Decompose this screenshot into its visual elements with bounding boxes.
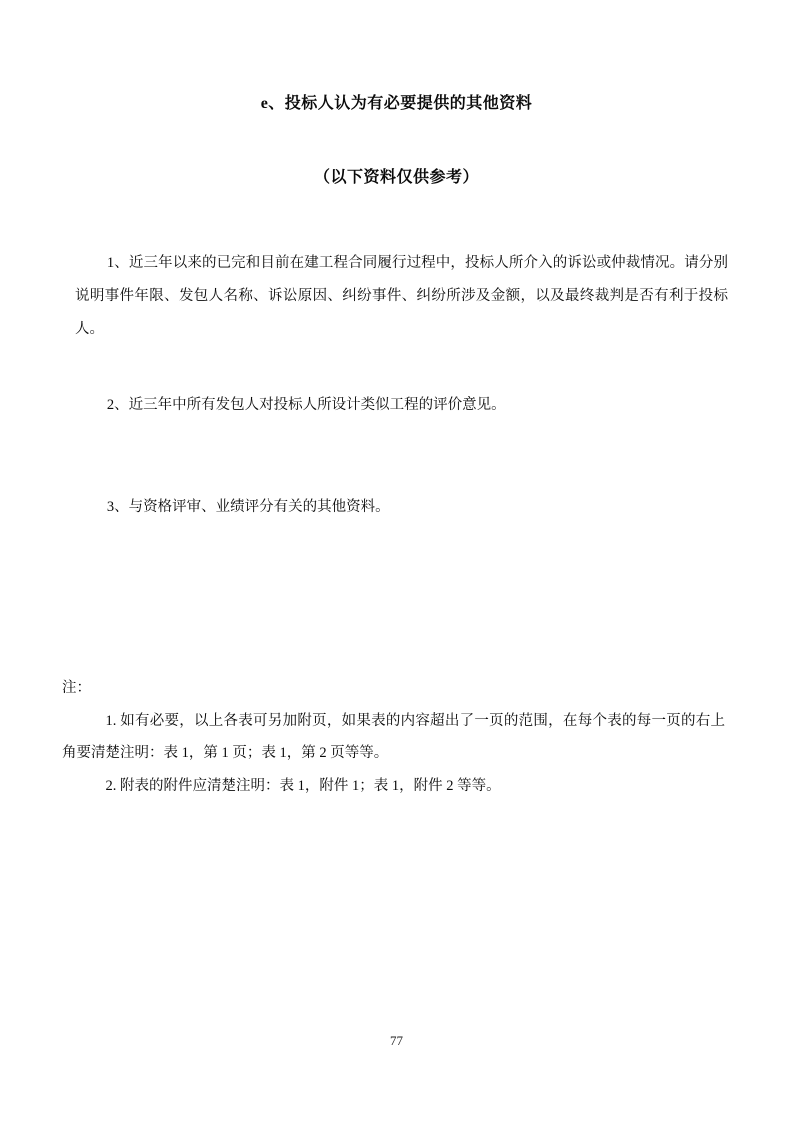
note-item-2: 2. 附表的附件应清楚注明：表 1，附件 1；表 1，附件 2 等等。 — [105, 777, 501, 794]
section-subtitle: （以下资料仅供参考） — [313, 169, 479, 186]
notes-section — [62, 672, 725, 802]
section-title: e、投标人认为有必要提供的其他资料 — [260, 95, 533, 112]
body-paragraph-litigation: 1、近三年以来的已完和目前在建工程合同履行过程中，投标人所介入的诉讼或仲裁情况。请分别说明事件年限、发包人名称、诉讼原因、纠纷事件、纠纷所涉及金额，以及最终裁判是否有利于投标人。 — [75, 255, 728, 337]
page-number: 77 — [390, 1033, 403, 1048]
notes-label: 注： — [62, 680, 91, 696]
note-item-1: 1. 如有必要，以上各表可另加附页，如果表的内容超出了一页的范围，在每个表的每一页的右上角要清楚注明：表 1，第 1 页；表 1，第 2 页等等。 — [62, 712, 725, 761]
body-paragraph-evaluation: 2、近三年中所有发包人对投标人所设计类似工程的评价意见。 — [106, 397, 506, 413]
body-paragraph-other-materials: 3、与资格评审、业绩评分有关的其他资料。 — [106, 499, 390, 515]
